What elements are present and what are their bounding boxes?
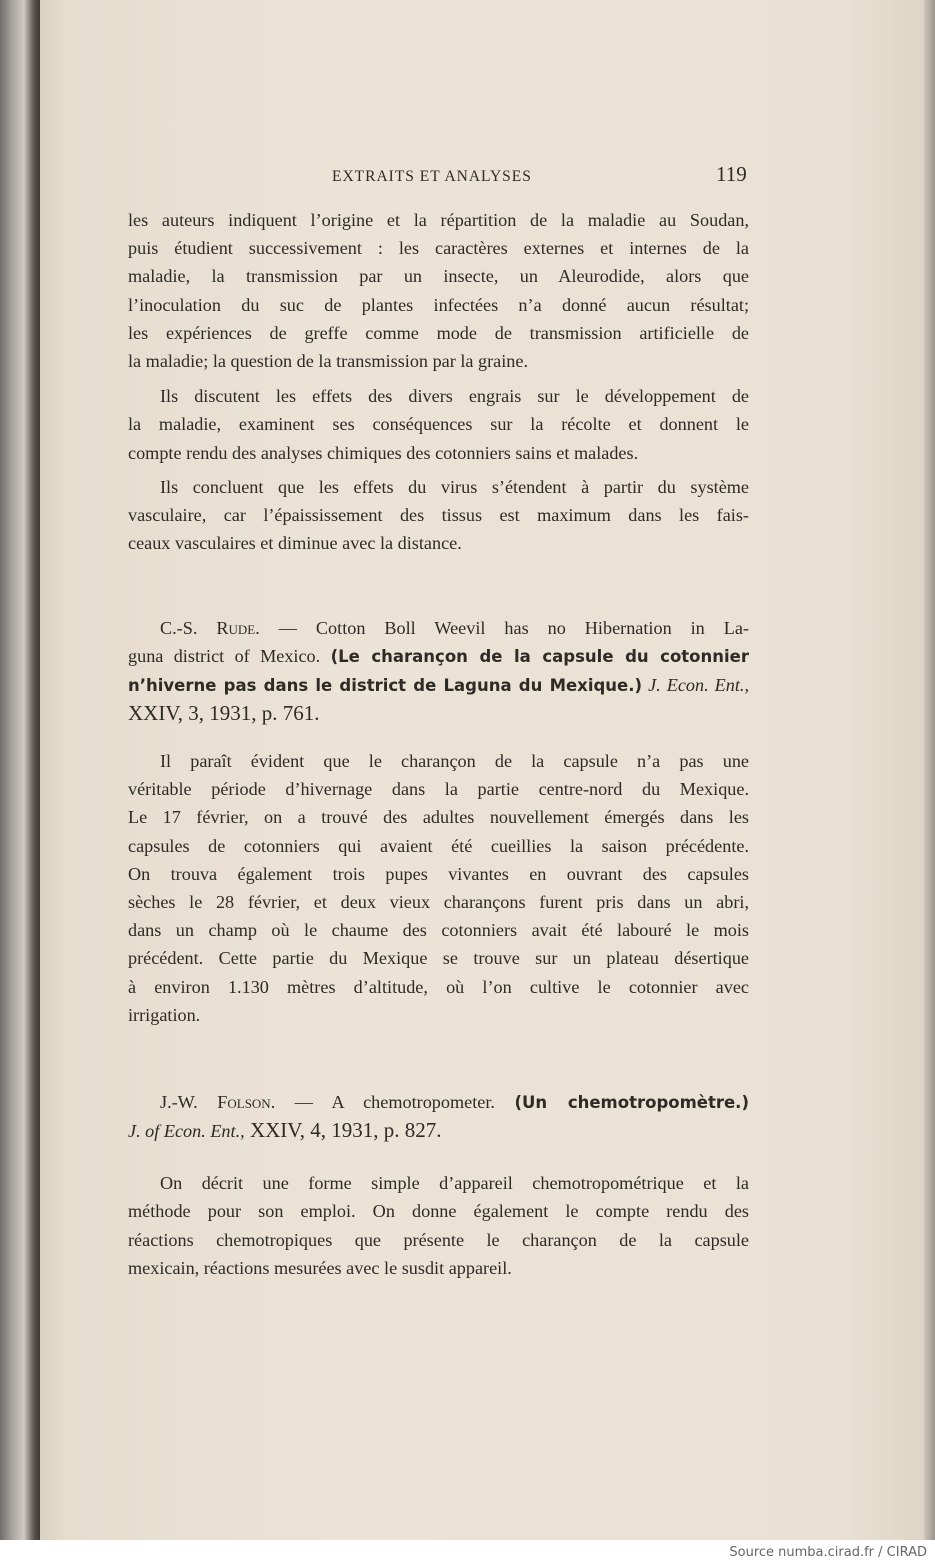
text-segment: J.-W. (160, 1091, 218, 1112)
text-segment: dans un champ où le chaume des cotonniers avait été labouré le mois (128, 920, 749, 941)
text-line (128, 916, 749, 944)
text-segment: On décrit une forme simple d’appareil chemotropométrique et la (160, 1173, 749, 1194)
running-title: EXTRAITS ET ANALYSES (332, 168, 532, 185)
text-segment: irrigation. (128, 1004, 201, 1025)
text-segment: . — A chemotropometer. (270, 1091, 515, 1112)
text-line (128, 234, 749, 262)
text-segment: (Un chemotropomètre.) (514, 1092, 749, 1112)
text-line (128, 747, 749, 775)
text-segment: les expériences de greffe comme mode de transmission artificielle de (128, 322, 749, 343)
text-line (128, 1001, 749, 1029)
text-segment: n’hiverne pas dans le district de Laguna du Mexique.) (128, 675, 643, 695)
paragraph (128, 614, 749, 727)
text-line (128, 699, 749, 727)
paragraph (128, 1088, 749, 1144)
text-line (128, 410, 749, 438)
text-line (128, 291, 749, 319)
text-line (128, 642, 749, 670)
text-line (128, 860, 749, 888)
text-line (128, 501, 749, 529)
text-line (128, 1254, 749, 1282)
text-segment: précédent. Cette partie du Mexique se trouve sur un plateau désertique (128, 948, 749, 969)
text-line (128, 1088, 749, 1116)
text-line (128, 439, 749, 467)
page-body (128, 206, 749, 1282)
text-segment: l’inoculation du suc de plantes infectées n’a donné aucun résultat; (128, 294, 749, 315)
text-line (128, 347, 749, 375)
text-line (128, 888, 749, 916)
text-segment: puis étudient successivement : les caractères externes et internes de la (128, 238, 749, 259)
text-line (128, 473, 749, 501)
page-right-edge (924, 0, 935, 1540)
text-segment: maladie, la transmission par un insecte, un Aleurodide, alors que (128, 266, 749, 287)
paragraph (128, 473, 749, 558)
text-line (128, 671, 749, 699)
text-segment: XXIV, 3, 1931, p. 761. (128, 700, 320, 725)
text-line (128, 529, 749, 557)
text-segment: compte rendu des analyses chimiques des cotonniers sains et malades. (128, 442, 639, 463)
text-line (128, 1116, 749, 1144)
text-line (128, 775, 749, 803)
text-line (128, 832, 749, 860)
text-segment: ceaux vasculaires et diminue avec la distance. (128, 533, 462, 554)
text-segment: la maladie, examinent ses conséquences sur la récolte et donnent le (128, 414, 749, 435)
text-segment: On trouva également trois pupes vivantes en ouvrant des capsules (128, 863, 749, 884)
text-line (128, 206, 749, 234)
text-segment: la maladie; la question de la transmission par la graine. (128, 350, 529, 371)
text-segment: Ils discutent les effets des divers engrais sur le développement de (160, 386, 749, 407)
source-credit: Source numba.cirad.fr / CIRAD (729, 1545, 927, 1560)
text-line (128, 1169, 749, 1197)
text-line (128, 1226, 749, 1254)
text-line (128, 944, 749, 972)
paragraph (128, 1169, 749, 1282)
text-segment: les auteurs indiquent l’origine et la répartition de la maladie au Soudan, (128, 210, 749, 230)
text-segment: Il paraît évident que le charançon de la capsule n’a pas une (160, 751, 749, 771)
text-segment: C.-S. (160, 618, 217, 639)
book-binding-edge (0, 0, 40, 1540)
text-line (128, 803, 749, 831)
paragraph (128, 747, 749, 1029)
text-segment: méthode pour son emploi. On donne également le compte rendu des (128, 1201, 749, 1222)
text-segment: sèches le 28 février, et deux vieux charançons furent pris dans un abri, (128, 891, 749, 912)
text-segment: vasculaire, car l’épaississement des tissus est maximum dans les fais- (128, 504, 749, 525)
text-line (128, 262, 749, 290)
text-segment: capsules de cotonniers qui avaient été cueillies la saison précédente. (128, 835, 749, 856)
text-segment: . — Cotton Boll Weevil has no Hibernation in La- (255, 618, 749, 639)
text-segment: J. Econ. Ent., (642, 674, 749, 695)
text-segment: Ils concluent que les effets du virus s’étendent à partir du système (160, 476, 749, 497)
text-segment: Folson (217, 1091, 271, 1112)
text-segment: XXIV, 4, 1931, p. 827. (244, 1118, 442, 1143)
paragraph (128, 382, 749, 467)
paragraph (128, 206, 749, 375)
page-number: 119 (716, 162, 747, 186)
text-line (128, 973, 749, 1001)
text-segment: (Le charançon de la capsule du cotonnier (330, 647, 749, 667)
text-segment: Le 17 février, on a trouvé des adultes nouvellement émergés dans les (128, 807, 749, 828)
text-segment: guna district of Mexico. (128, 646, 331, 667)
text-segment: véritable période d’hivernage dans la partie centre-nord du Mexique. (128, 779, 749, 800)
text-segment: réactions chemotropiques que présente le charançon de la capsule (128, 1229, 749, 1250)
text-line (128, 382, 749, 410)
text-segment: mexicain, réactions mesurées avec le susdit appareil. (128, 1257, 512, 1278)
text-segment: Rude (216, 618, 256, 639)
text-line (128, 614, 749, 642)
text-line (128, 1197, 749, 1225)
text-segment: J. of Econ. Ent., (128, 1121, 245, 1142)
text-line (128, 319, 749, 347)
text-segment: à environ 1.130 mètres d’altitude, où l’on cultive le cotonnier avec (128, 976, 749, 997)
